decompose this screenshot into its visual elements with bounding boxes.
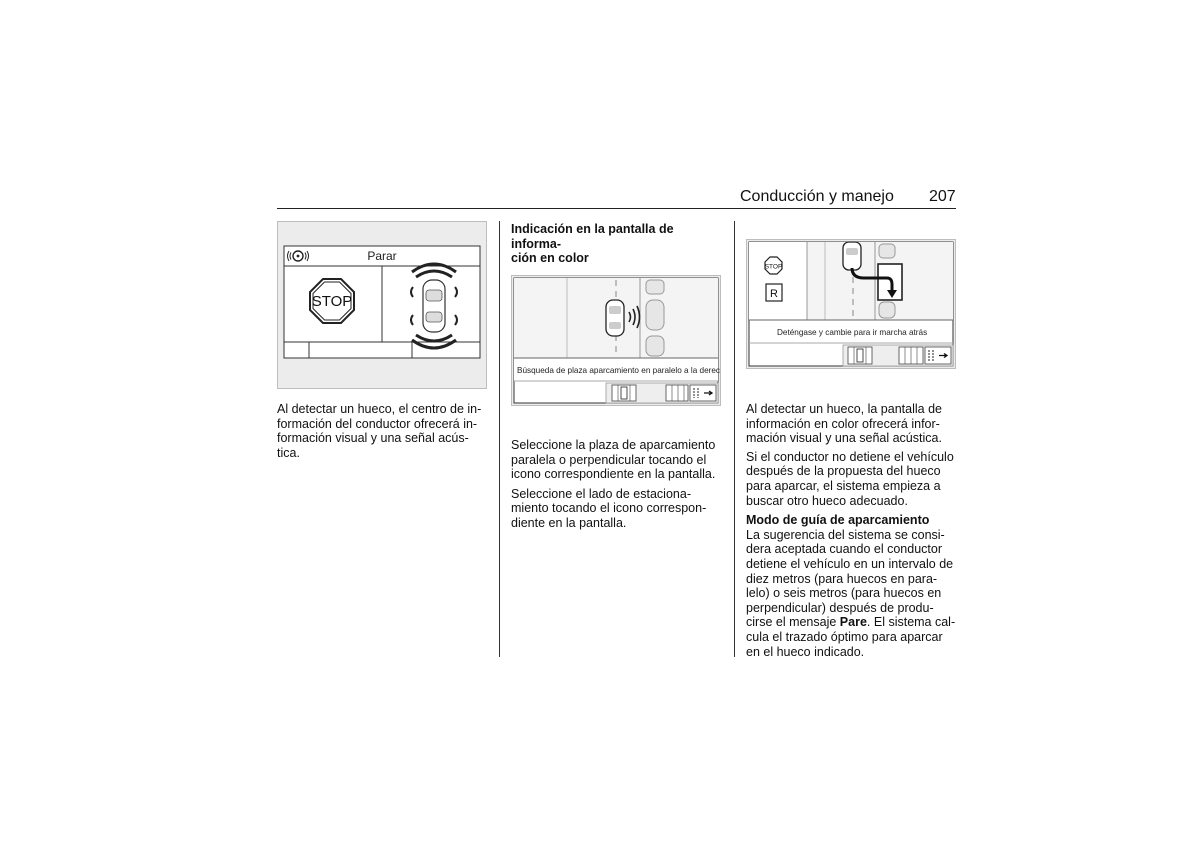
- col3-paragraph-3: La sugerencia del sistema se consi- dera aceptada cuando el conductor detiene el vehículo en un intervalo de diez metros (para huecos en para- lelo) o seis metros (para huecos en perpendicular) después de produ- cirse el mensaje Pare. El sistema cal- cula el trazado óptimo para aparcar en el hueco indicado.: [746, 527, 956, 659]
- col2-text: [511, 438, 726, 531]
- figure-stop-display: [277, 221, 487, 389]
- col3-paragraph-2: Si el conductor no detiene el vehículo después de la propuesta del hueco para aparcar, el sistema empieza a buscar otro hueco adecuado.: [746, 449, 954, 508]
- status-message: Búsqueda de plaza aparcamiento en paralelo a la derecha: [517, 366, 720, 375]
- section-title: Conducción y manejo: [740, 188, 894, 205]
- stop-reverse-illustration: [747, 240, 955, 368]
- column-divider-1: [499, 221, 500, 657]
- column-divider-2: [734, 221, 735, 657]
- reverse-icon-text: R: [770, 288, 778, 300]
- parallel-parking-icon[interactable]: [848, 347, 872, 364]
- col3-subheading: Modo de guía de aparcamiento: [746, 513, 930, 528]
- figure-stop-reverse: [746, 239, 956, 369]
- stop-icon-text: STOP: [764, 263, 783, 271]
- stop-sign-icon: [310, 279, 354, 323]
- side-selection-icon[interactable]: [690, 385, 716, 401]
- col2-heading-block: [511, 222, 726, 266]
- col3-text: [746, 402, 961, 659]
- col3-paragraph-1: Al detectar un hueco, la pantalla de información en color ofrecerá infor- mación visual y una señal acústica.: [746, 402, 942, 446]
- car-top-view-icon: [843, 242, 861, 270]
- side-selection-icon[interactable]: [925, 347, 951, 364]
- message-name-bold: Pare: [839, 615, 867, 630]
- col2-paragraph-1: Seleccione la plaza de aparcamiento paralela o perpendicular tocando el icono correspondiente en la pantalla.: [511, 438, 716, 482]
- col1-paragraph: Al detectar un hueco, el centro de in- formación del conductor ofrecerá in- formación visual y una señal acús- tica.: [277, 402, 482, 460]
- parallel-parking-icon[interactable]: [612, 385, 636, 401]
- header-rule: [277, 208, 956, 209]
- car-top-view-icon: [606, 300, 624, 336]
- display-title: Parar: [367, 249, 397, 263]
- parallel-search-illustration: [512, 276, 720, 405]
- parked-cars: [646, 280, 664, 356]
- col2-paragraph-2: Seleccione el lado de estaciona- miento tocando el icono correspon- diente en la pantalla.: [511, 486, 707, 530]
- perpendicular-parking-icon[interactable]: [666, 385, 688, 401]
- stop-display-illustration: [278, 222, 486, 388]
- col1-text: [277, 402, 489, 460]
- col2-heading: Indicación en la pantalla de informa- ción en color: [511, 222, 674, 266]
- reverse-gear-icon: [766, 284, 782, 301]
- stop-sign-icon: [765, 257, 783, 274]
- page-number: 207: [929, 188, 956, 205]
- status-message: Deténgase y cambie para ir marcha atrás: [777, 328, 928, 337]
- perpendicular-parking-icon[interactable]: [899, 347, 923, 364]
- stop-sign-text: STOP: [311, 293, 353, 310]
- figure-parallel-search: [511, 275, 721, 406]
